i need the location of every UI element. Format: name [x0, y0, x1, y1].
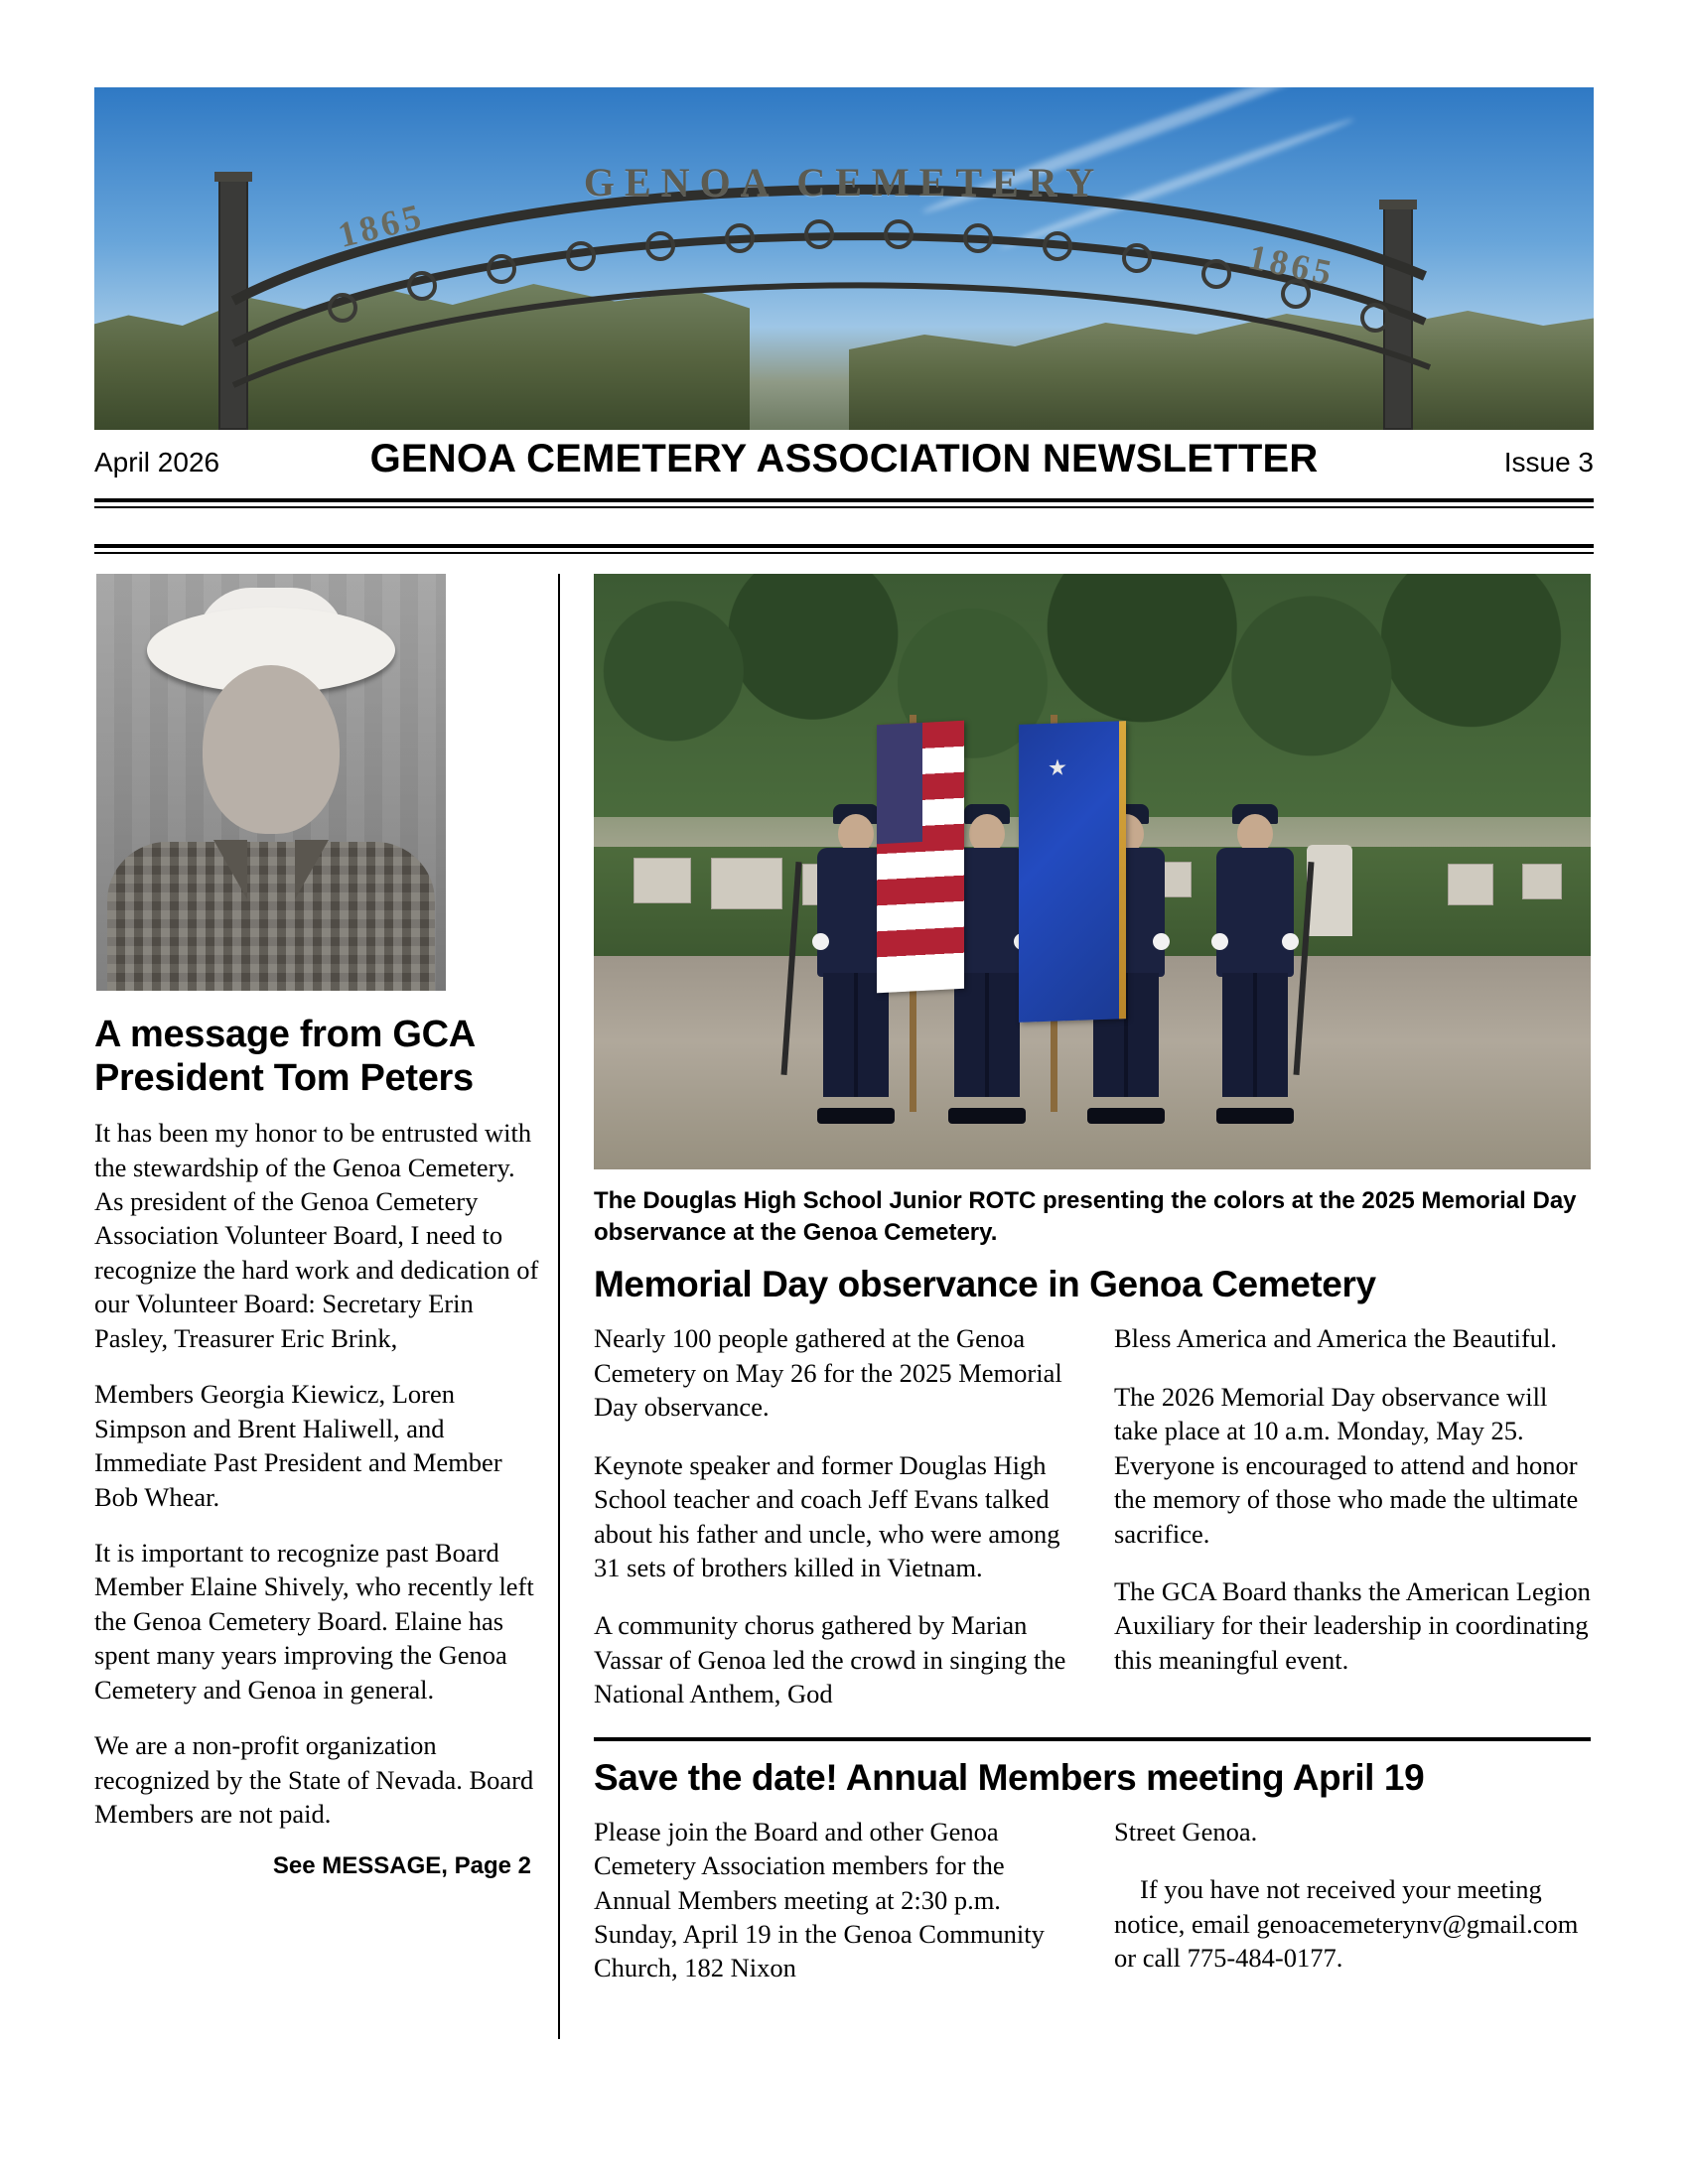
arch-year-left: 1865 — [334, 195, 429, 256]
president-message-headline: A message from GCA President Tom Peters — [94, 1014, 475, 1100]
left-column — [94, 574, 539, 1880]
column-divider — [558, 574, 560, 2039]
page-title: GENOA CEMETERY ASSOCIATION NEWSLETTER — [369, 437, 1319, 480]
photo-caption: The Douglas High School Junior ROTC presenting the colors at the 2025 Memorial Day observance at the Genoa Cemetery. — [594, 1187, 1577, 1246]
paragraph: Keynote speaker and former Douglas High School teacher and coach Jeff Evans talked about his father and uncle, who were among 31 sets of brothers killed in Vietnam. — [594, 1449, 1060, 1582]
save-date-col-1 — [594, 1815, 1070, 2009]
paragraph: If you have not received your meeting notice, email genoacemeterynv@gmail.com or call 775-484-0177. — [1114, 1874, 1579, 1974]
rotc-color-guard-photo — [594, 574, 1591, 1169]
rule-bottom-thin — [94, 552, 1594, 554]
president-message-body — [94, 1116, 543, 1831]
arch-name-text: GENOA CEMETERY — [583, 160, 1105, 205]
masthead-title-row — [94, 437, 1594, 488]
issue-number: Issue 3 — [1503, 447, 1594, 478]
memorial-col-1 — [594, 1321, 1070, 1734]
masthead-photo — [94, 87, 1594, 430]
cemetery-arch — [94, 87, 1594, 430]
right-column — [594, 574, 1595, 2009]
arch-ironwork — [94, 87, 1594, 430]
paragraph: Nearly 100 people gathered at the Genoa Cemetery on May 26 for the 2025 Memorial Day observance. — [594, 1323, 1062, 1423]
arch-year-right: 1865 — [1244, 236, 1339, 294]
save-the-date-body — [594, 1815, 1595, 2009]
memorial-day-body — [594, 1321, 1595, 1734]
cadet — [1209, 814, 1301, 1112]
paragraph: We are a non-profit organization recognized by the State of Nevada. Board Members are not paid. — [94, 1730, 534, 1830]
united-states-flag — [877, 721, 964, 994]
memorial-col-2 — [1114, 1321, 1591, 1734]
paragraph: It has been my honor to be entrusted with the stewardship of the Genoa Cemetery. As president of the Genoa Cemetery Association Volunteer Board, I need to recognize the hard work and dedication of our Volunteer Board: Secretary Erin Pasley, Treasurer Eric Brink, — [94, 1118, 539, 1353]
jump-line: See MESSAGE, Page 2 — [272, 1852, 531, 1880]
paragraph: The GCA Board thanks the American Legion Auxiliary for their leadership in coordinating this meaningful event. — [1114, 1575, 1591, 1675]
monument — [1307, 845, 1352, 936]
paragraph: A community chorus gathered by Marian Vassar of Genoa led the crowd in singing the National Anthem, God — [594, 1610, 1066, 1709]
nevada-state-flag — [1019, 721, 1126, 1023]
president-portrait — [96, 574, 446, 991]
paragraph: It is important to recognize past Board Member Elaine Shively, who recently left the Genoa Cemetery Board. Elaine has spent many years improving the Genoa Cemetery and Genoa in general. — [94, 1537, 534, 1705]
paragraph: Members Georgia Kiewicz, Loren Simpson and Brent Haliwell, and Immediate Past President and Member Bob Whear. — [94, 1379, 502, 1512]
rule-top-thin — [94, 506, 1594, 508]
rule-bottom-thick — [94, 544, 1594, 548]
issue-date: April 2026 — [94, 447, 220, 478]
save-date-col-2 — [1114, 1815, 1591, 2009]
rule-top-thick — [94, 498, 1594, 502]
paragraph: The 2026 Memorial Day observance will take place at 10 a.m. Monday, May 25. Everyone is encouraged to attend and honor the memory of those who made the ultimate sacrifice. — [1114, 1381, 1579, 1549]
paragraph: Street Genoa. — [1114, 1816, 1258, 1846]
memorial-day-headline: Memorial Day observance in Genoa Cemetery — [594, 1264, 1376, 1305]
save-the-date-headline: Save the date! Annual Members meeting April 19 — [594, 1756, 1425, 1798]
paragraph: Please join the Board and other Genoa Cemetery Association members for the Annual Members meeting at 2:30 p.m. Sunday, April 19 in the Genoa Community Church, 182 Nixon — [594, 1816, 1045, 1983]
section-rule — [594, 1737, 1591, 1741]
paragraph: Bless America and America the Beautiful. — [1114, 1323, 1557, 1354]
